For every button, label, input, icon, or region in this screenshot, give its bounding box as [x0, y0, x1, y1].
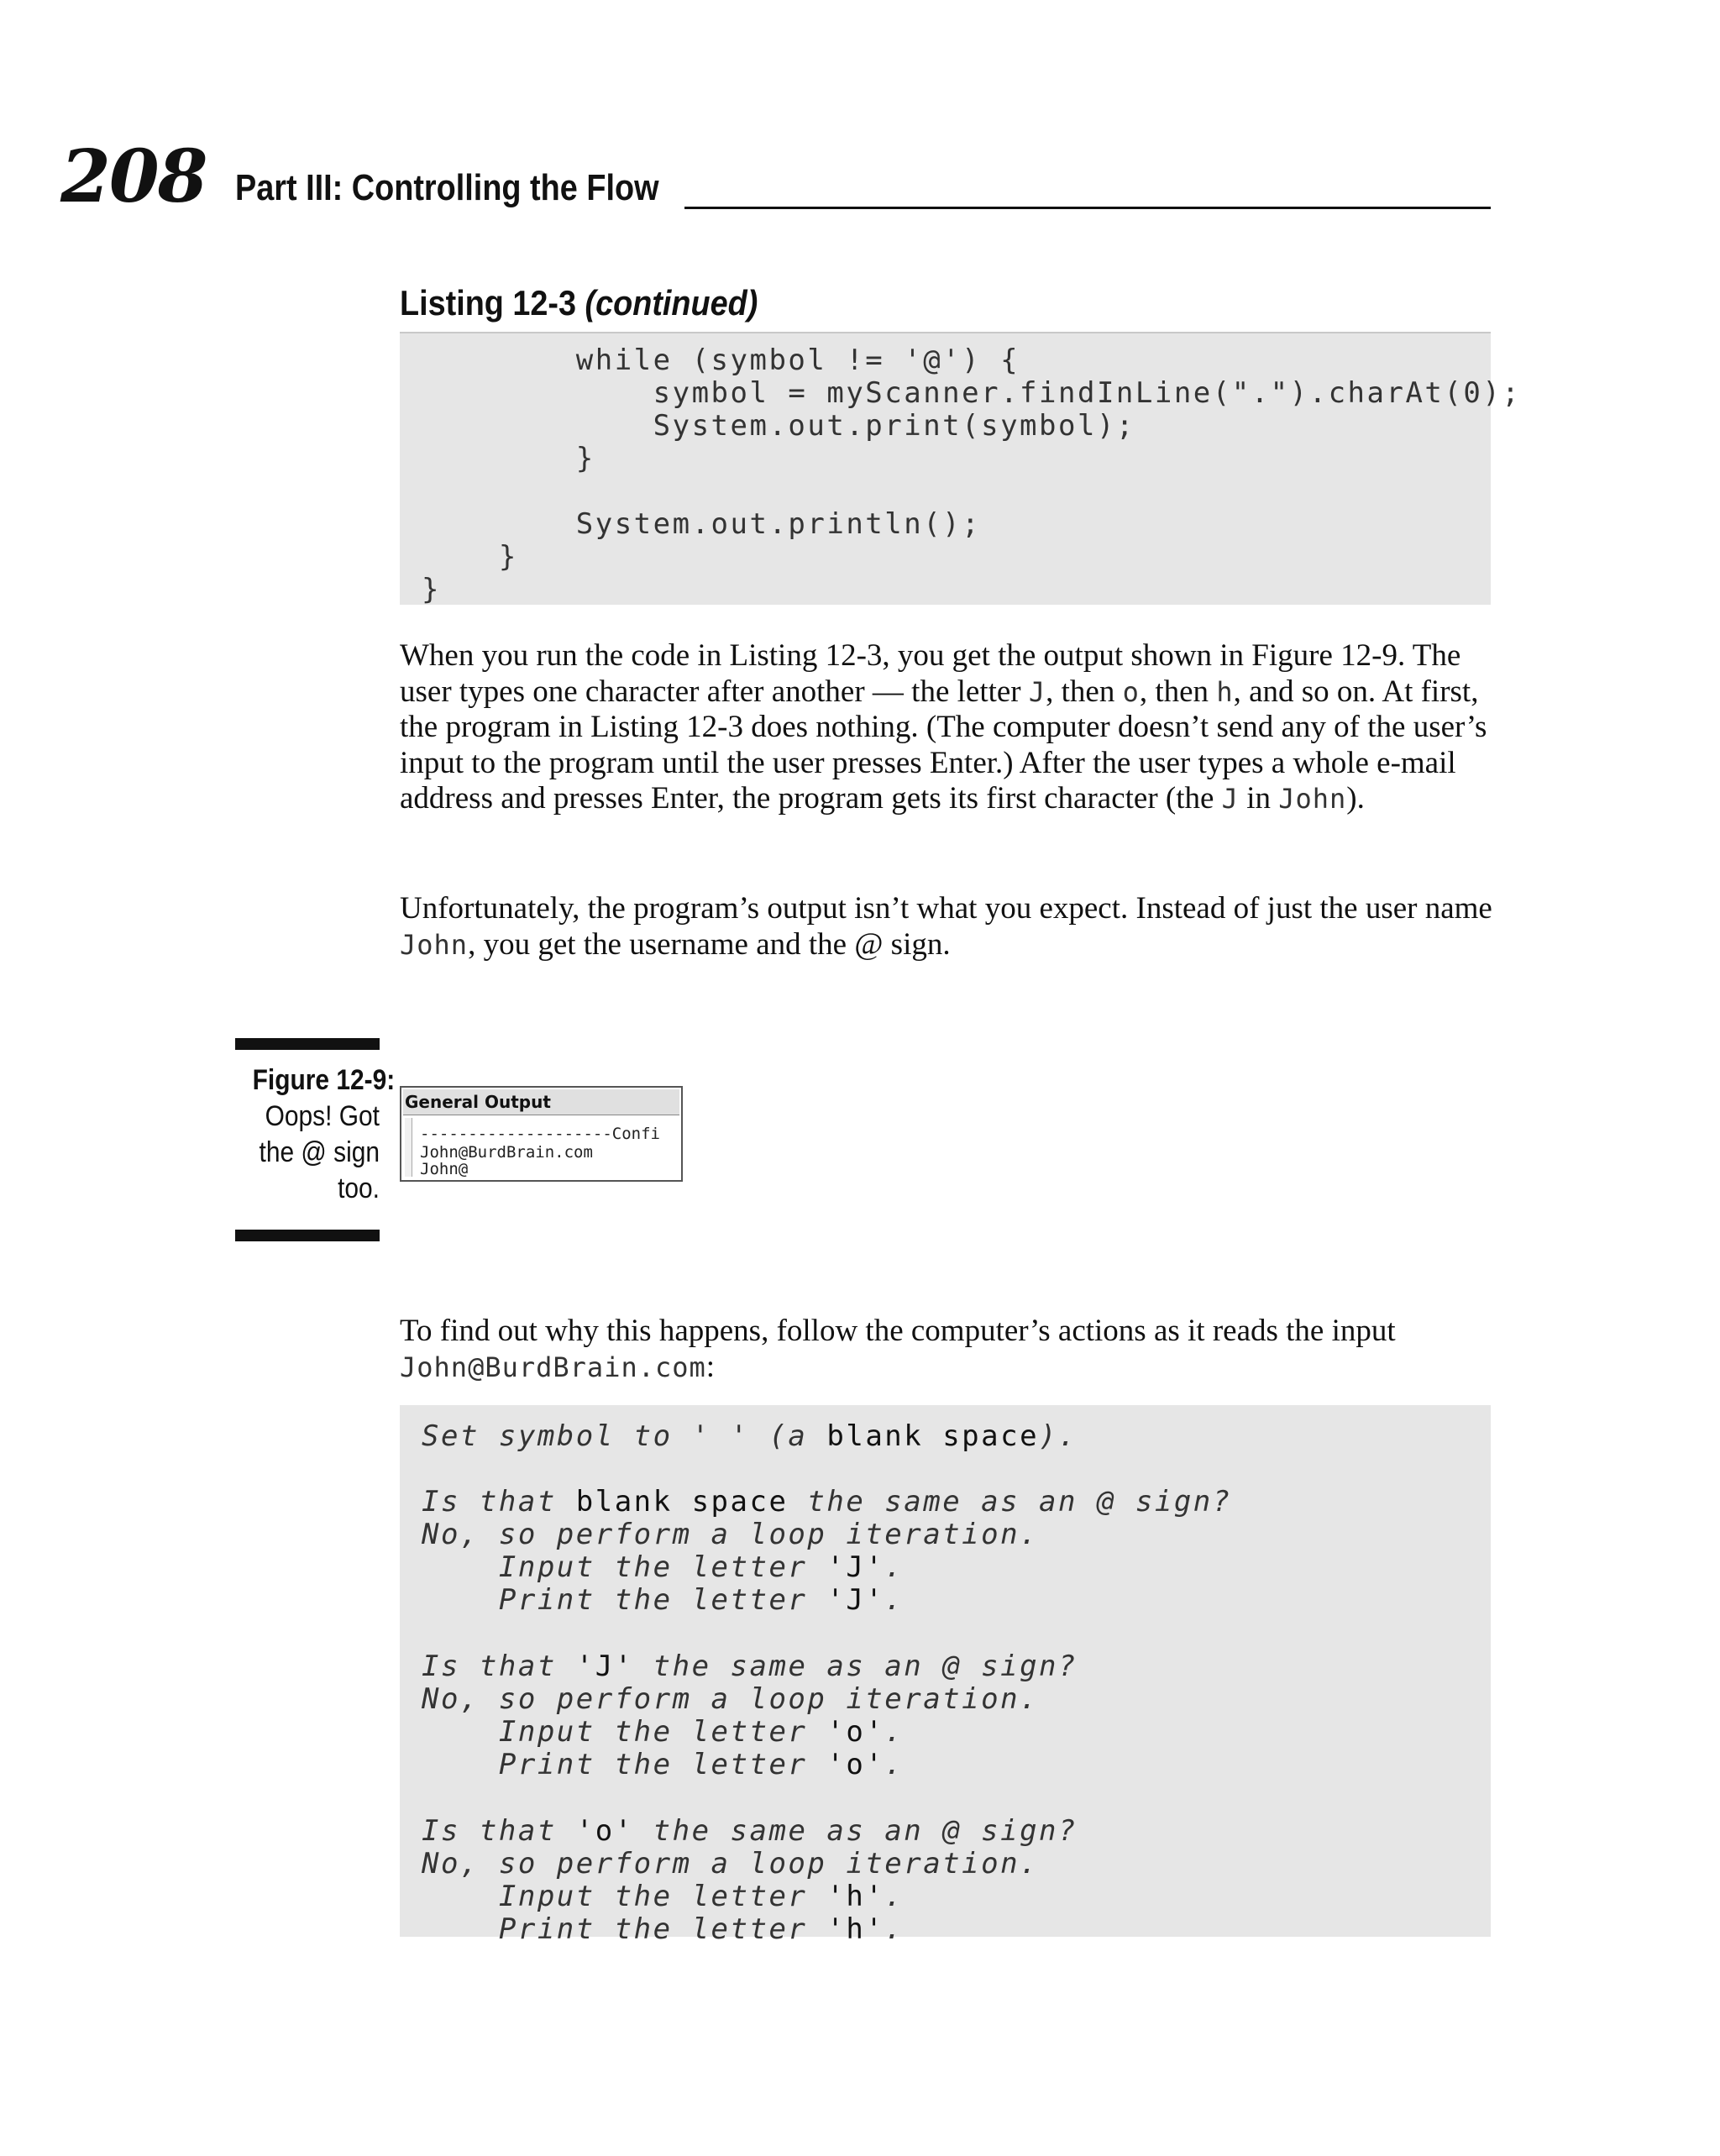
- trace-line: No, so perform a loop iteration.: [422, 1847, 1040, 1881]
- output-window: [400, 1086, 683, 1182]
- figure-label: Figure 12-9:: [252, 1064, 396, 1096]
- caption-line: the @ sign: [259, 1136, 380, 1168]
- code-line: while (symbol != '@') {: [422, 344, 1020, 377]
- trace-line: Input the letter 'h'.: [422, 1880, 905, 1913]
- trace-line: No, so perform a loop iteration.: [422, 1518, 1040, 1551]
- listing-number: Listing 12-3: [400, 283, 577, 323]
- caption-line: Oops! Got: [265, 1100, 380, 1132]
- body-paragraph-2: Unfortunately, the program’s output isn’t what you expect. Instead of just the user name John, you get the username and the @ sign.: [400, 891, 1492, 962]
- code-line: symbol = myScanner.findInLine(".").charAt(0);: [422, 376, 1522, 410]
- figure-bottom-bar: [235, 1230, 380, 1241]
- code-line: }: [422, 573, 441, 606]
- output-line: John@BurdBrain.com: [420, 1145, 593, 1161]
- page-number: 208: [60, 134, 207, 219]
- trace-line: Set symbol to ' ' (a blank space).: [422, 1419, 1078, 1453]
- running-head: Part III: Controlling the Flow: [235, 167, 659, 208]
- output-line: --------------------Confi: [420, 1126, 660, 1142]
- trace-line: Input the letter 'J'.: [422, 1550, 905, 1584]
- body-paragraph-1: When you run the code in Listing 12-3, you get the output shown in Figure 12-9. The user types one character after another — the letter J, then o, then h, and so on. At first, the program in Listing 12-3 does nothing. (The computer doesn’t send any of the user’s input to the program until the user presses Enter.) After the user types a whole e-mail address and presses Enter, the program gets its first character (the J in John).: [400, 638, 1487, 816]
- listing-continued: (continued): [585, 283, 758, 323]
- trace-line: Is that 'o' the same as an @ sign?: [422, 1814, 1078, 1848]
- trace-line: No, so perform a loop iteration.: [422, 1682, 1040, 1716]
- code-line: }: [422, 540, 518, 574]
- trace-line: Print the letter 'J'.: [422, 1583, 905, 1617]
- trace-line: Is that blank space the same as an @ sign?: [422, 1485, 1232, 1519]
- trace-line: Print the letter 'o'.: [422, 1748, 905, 1781]
- listing-title: [400, 283, 758, 323]
- trace-line: Is that 'J' the same as an @ sign?: [422, 1650, 1078, 1683]
- listing-code-block: [400, 332, 1522, 606]
- caption-line: too.: [338, 1172, 380, 1204]
- body-paragraph-3: To find out why this happens, follow the computer’s actions as it reads the input John@BurdBrain.com:: [400, 1314, 1396, 1384]
- code-line: System.out.println();: [422, 507, 982, 541]
- figure-caption: [235, 1062, 396, 1207]
- figure-top-bar: [235, 1038, 380, 1050]
- header-rule: [684, 207, 1491, 209]
- trace-line: Print the letter 'h'.: [422, 1912, 905, 1946]
- code-line: }: [422, 442, 595, 475]
- output-window-title: General Output: [403, 1089, 679, 1115]
- trace-line: Input the letter 'o'.: [422, 1715, 905, 1749]
- output-window-gutter: [405, 1118, 412, 1177]
- output-line: John@: [420, 1162, 469, 1178]
- trace-code-block: [400, 1405, 1491, 1946]
- code-line: System.out.print(symbol);: [422, 409, 1135, 443]
